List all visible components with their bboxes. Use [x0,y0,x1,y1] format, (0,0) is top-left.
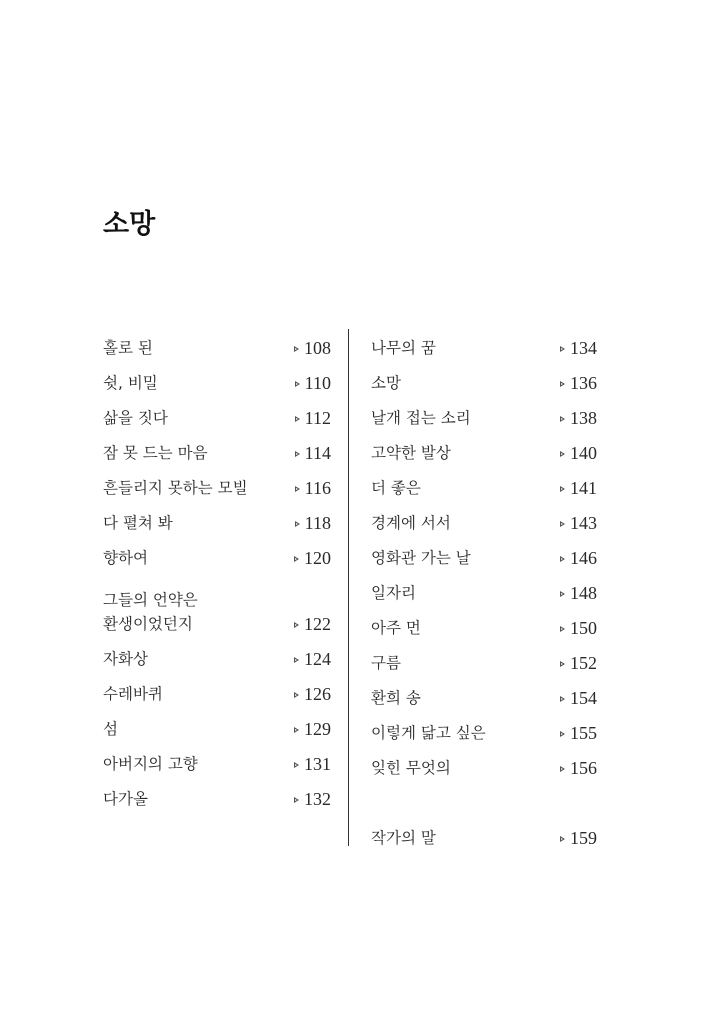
toc-entry[interactable] [371,361,597,396]
toc-entry-title: 향하여 [103,549,148,567]
toc-entry[interactable] [103,466,331,501]
page-number: 150 [570,618,597,638]
triangle-marker-icon [560,521,565,527]
toc-entry-title-line: 환생이었던지 [103,615,193,633]
triangle-marker-icon [560,381,565,387]
toc-entry-page [294,752,331,777]
page-number: 152 [570,653,597,673]
triangle-marker-icon [560,766,565,772]
toc-entry[interactable] [103,501,331,536]
toc-entry-page [295,511,331,536]
triangle-marker-icon [295,416,300,422]
page-number: 126 [304,684,331,704]
toc-entry-page [560,651,597,676]
triangle-marker-icon [560,696,565,702]
triangle-marker-icon [560,556,565,562]
page-number: 156 [570,758,597,778]
toc-entry[interactable] [371,641,597,676]
triangle-marker-icon [560,416,565,422]
toc-entry-title [103,588,294,637]
page-number: 134 [570,338,597,358]
toc-entry-page [294,647,331,672]
toc-entry-title: 자화상 [103,650,148,668]
page-number: 148 [570,583,597,603]
toc-entry-page [294,717,331,742]
section-title: 소망 [103,209,156,240]
toc-entry-title-line: 그들의 언약은 [103,591,198,609]
toc-entry-title: 잊힌 무엇의 [371,759,451,777]
triangle-marker-icon [560,731,565,737]
page-number: 143 [570,513,597,533]
toc-entry-title: 구름 [371,654,401,672]
toc-entry[interactable] [103,742,331,777]
toc-entry-page [560,756,597,781]
toc-entry-page [294,336,331,361]
toc-entry-page [560,546,597,571]
toc-entry[interactable] [103,637,331,672]
page-number: 112 [304,408,331,428]
page-number: 132 [304,789,331,809]
triangle-marker-icon [560,591,565,597]
triangle-marker-icon [560,661,565,667]
triangle-marker-icon [560,451,565,457]
toc-entry-page [560,476,597,501]
triangle-marker-icon [294,657,299,663]
toc-entry[interactable] [371,711,597,746]
toc-entry-page [560,336,597,361]
triangle-marker-icon [294,346,299,352]
triangle-marker-icon [560,346,565,352]
triangle-marker-icon [294,797,299,803]
toc-entry[interactable] [103,571,331,637]
toc-entry-title: 작가의 말 [371,829,436,847]
triangle-marker-icon [560,836,565,842]
toc-entry-title: 일자리 [371,584,416,602]
toc-entry[interactable] [371,501,597,536]
toc-entry-author-note[interactable] [371,816,597,851]
page-number: 155 [570,723,597,743]
toc-entry-title: 잠 못 드는 마음 [103,444,208,462]
toc-entry[interactable] [371,746,597,781]
toc-entry-title: 소망 [371,374,401,392]
toc-entry-title: 다 펼쳐 봐 [103,514,173,532]
toc-entry[interactable] [103,396,331,431]
toc-entry-title: 흔들리지 못하는 모빌 [103,479,248,497]
triangle-marker-icon [295,486,300,492]
toc-entry-title: 고약한 발상 [371,444,451,462]
toc-entry[interactable] [371,431,597,466]
toc-entry-page [295,371,331,396]
page-number: 120 [304,548,331,568]
page-number: 110 [304,373,331,393]
toc-entry-page [295,406,331,431]
page-number: 146 [570,548,597,568]
triangle-marker-icon [560,486,565,492]
toc-entry[interactable] [103,326,331,361]
page-number: 159 [570,828,597,848]
page-number: 108 [304,338,331,358]
triangle-marker-icon [295,381,300,387]
triangle-marker-icon [560,626,565,632]
triangle-marker-icon [294,762,299,768]
toc-entry-title: 다가올 [103,790,148,808]
toc-entry-title: 쉿, 비밀 [103,374,158,392]
toc-entry-page [560,371,597,396]
toc-entry[interactable] [103,707,331,742]
page-number: 131 [304,754,331,774]
page-number: 118 [304,513,331,533]
toc-entry-title: 경계에 서서 [371,514,451,532]
toc-entry-title: 환희 송 [371,689,421,707]
toc-entry-title: 수레바퀴 [103,685,163,703]
toc-entry-page [294,682,331,707]
page-number: 116 [304,478,331,498]
toc-entry[interactable] [371,536,597,571]
toc-entry-page [560,581,597,606]
toc-entry-page [294,612,331,637]
toc-entry-title: 아버지의 고향 [103,755,198,773]
toc-entry[interactable] [103,431,331,466]
toc-entry-page [560,826,597,851]
triangle-marker-icon [295,451,300,457]
toc-entry[interactable] [371,396,597,431]
toc-entry[interactable] [371,326,597,361]
toc-entry-page [295,476,331,501]
toc-right-column [371,326,597,851]
toc-entry-page [560,721,597,746]
page-number: 136 [570,373,597,393]
toc-entry[interactable] [371,606,597,641]
toc-entry[interactable] [371,466,597,501]
page-number: 154 [570,688,597,708]
toc-left-column [103,326,331,812]
toc-entry-title: 섬 [103,720,118,738]
toc-entry[interactable] [371,676,597,711]
toc-entry-page [294,787,331,812]
toc-entry-page [560,616,597,641]
toc-entry-title: 날개 접는 소리 [371,409,471,427]
triangle-marker-icon [295,521,300,527]
page-number: 140 [570,443,597,463]
triangle-marker-icon [294,692,299,698]
page-number: 114 [304,443,331,463]
toc-entry[interactable] [103,536,331,571]
page-number: 122 [304,614,331,634]
toc-entry-title: 이렇게 닮고 싶은 [371,724,486,742]
toc-entry-page [560,686,597,711]
toc-entry-page [295,441,331,466]
toc-entry-page [560,511,597,536]
page-number: 129 [304,719,331,739]
toc-entry-page [560,441,597,466]
toc-entry-title: 아주 먼 [371,619,421,637]
page-number: 124 [304,649,331,669]
toc-entry-page [560,406,597,431]
page-number: 141 [570,478,597,498]
column-divider [348,329,349,846]
toc-entry[interactable] [103,777,331,812]
triangle-marker-icon [294,727,299,733]
toc-entry-title: 홀로 된 [103,339,153,357]
page-number: 138 [570,408,597,428]
toc-entry-title: 영화관 가는 날 [371,549,471,567]
toc-entry-title: 나무의 꿈 [371,339,436,357]
toc-entry-title: 더 좋은 [371,479,421,497]
toc-entry-page [294,546,331,571]
toc-entry[interactable] [103,361,331,396]
toc-entry[interactable] [103,672,331,707]
triangle-marker-icon [294,556,299,562]
toc-entry-title: 삶을 짓다 [103,409,168,427]
triangle-marker-icon [294,622,299,628]
toc-entry[interactable] [371,571,597,606]
